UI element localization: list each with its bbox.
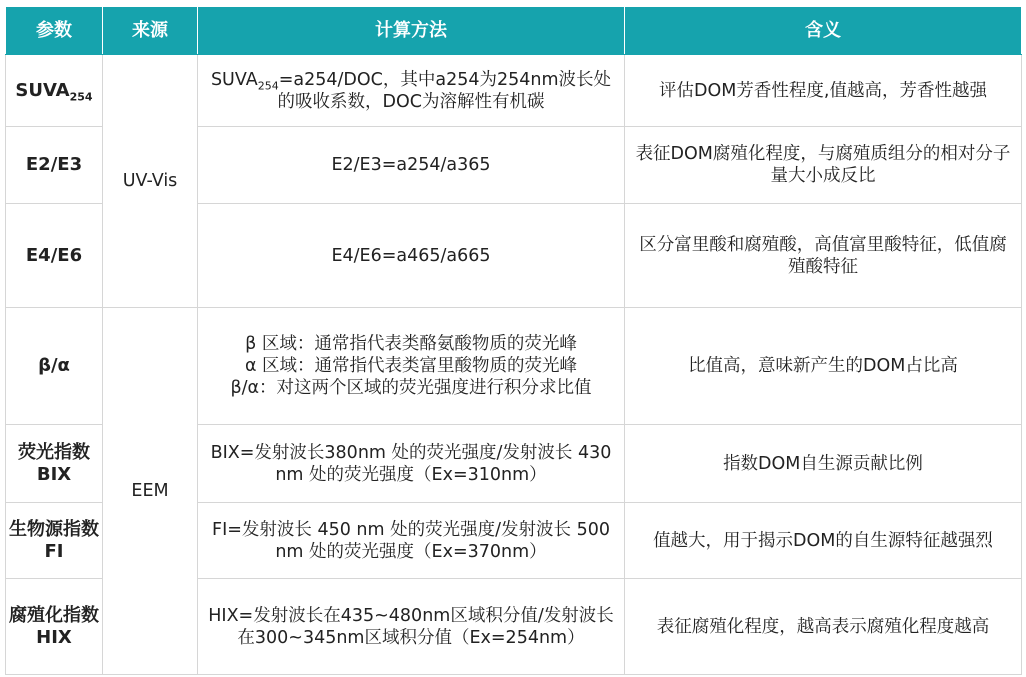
method-line: α 区域：通常指代表类富里酸物质的荧光峰 — [244, 356, 578, 376]
table-header-row — [6, 7, 1022, 55]
header-source: 来源 — [103, 7, 198, 55]
meaning-cell: 表征腐殖化程度，越高表示腐殖化程度越高 — [625, 579, 1022, 675]
method-cell: BIX=发射波长380nm 处的荧光强度/发射波长 430 nm 处的荧光强度（Ex=310nm） — [198, 425, 625, 503]
method-suva-rest: =a254/DOC，其中a254为254nm波长处的吸收系数，DOC为溶解性有机碳 — [277, 69, 612, 112]
table-row — [6, 55, 1022, 127]
param-cell: β/α — [6, 308, 103, 425]
meaning-cell: 指数DOM自生源贡献比例 — [625, 425, 1022, 503]
method-suva-main: SUVA — [210, 69, 258, 90]
meaning-cell: 值越大，用于揭示DOM的自生源特征越强烈 — [625, 503, 1022, 579]
method-line: β/α：对这两个区域的荧光强度进行积分求比值 — [230, 378, 592, 398]
meaning-cell: 比值高，意味新产生的DOM占比高 — [625, 308, 1022, 425]
method-cell: FI=发射波长 450 nm 处的荧光强度/发射波长 500 nm 处的荧光强度（Ex=370nm） — [198, 503, 625, 579]
method-line: β 区域：通常指代表类酪氨酸物质的荧光峰 — [245, 334, 577, 354]
method-cell: HIX=发射波长在435~480nm区域积分值/发射波长在300~345nm区域积分值（Ex=254nm） — [198, 579, 625, 675]
parameter-table — [5, 6, 1022, 675]
meaning-cell: 评估DOM芳香性程度,值越高，芳香性越强 — [625, 55, 1022, 127]
meaning-cell: 区分富里酸和腐殖酸，高值富里酸特征，低值腐殖酸特征 — [625, 204, 1022, 308]
method-cell: E2/E3=a254/a365 — [198, 127, 625, 204]
meaning-cell: 表征DOM腐殖化程度，与腐殖质组分的相对分子量大小成反比 — [625, 127, 1022, 204]
method-cell: E4/E6=a465/a665 — [198, 204, 625, 308]
source-cell-eem: EEM — [103, 308, 198, 675]
header-param: 参数 — [6, 7, 103, 55]
param-cell — [6, 55, 103, 127]
param-cell: 生物源指数FI — [6, 503, 103, 579]
table-row — [6, 308, 1022, 425]
header-meaning: 含义 — [625, 7, 1022, 55]
param-cell: E2/E3 — [6, 127, 103, 204]
param-cell: 腐殖化指数HIX — [6, 579, 103, 675]
source-cell-uvvis: UV-Vis — [103, 55, 198, 308]
header-method: 计算方法 — [198, 7, 625, 55]
param-cell: E4/E6 — [6, 204, 103, 308]
method-cell — [198, 55, 625, 127]
method-suva-sub: 254 — [257, 79, 279, 92]
param-suva-main: SUVA — [15, 79, 70, 101]
param-cell: 荧光指数BIX — [6, 425, 103, 503]
param-suva-sub: 254 — [69, 90, 93, 104]
method-cell — [198, 308, 625, 425]
